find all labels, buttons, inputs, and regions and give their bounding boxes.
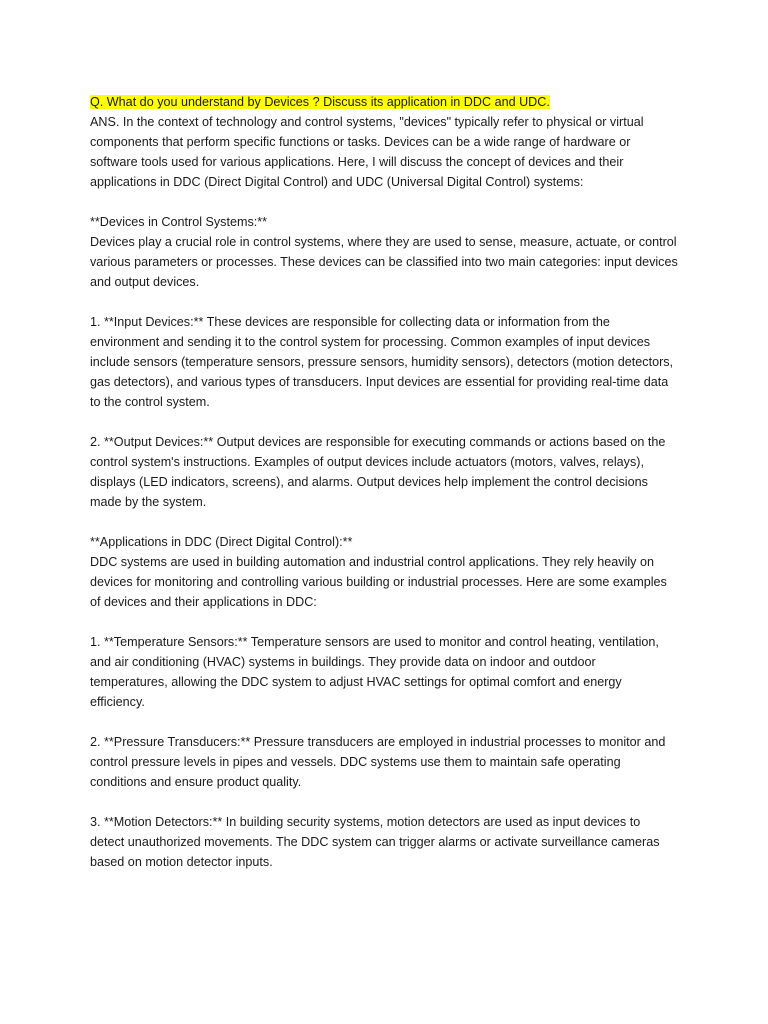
paragraph-spacer — [90, 292, 702, 312]
answer-intro-line: components that perform specific functions or tasks. Devices can be a wide range of hardware or — [90, 135, 631, 149]
ddc-item-pressure-line: control pressure levels in pipes and vessels. DDC systems use them to maintain safe operating — [90, 755, 621, 769]
ddc-item-pressure-line: 2. **Pressure Transducers:** Pressure transducers are employed in industrial processes to monitor and — [90, 735, 666, 749]
answer-intro-line: applications in DDC (Direct Digital Control) and UDC (Universal Digital Control) systems: — [90, 175, 584, 189]
input-devices-line: gas detectors), and various types of transducers. Input devices are essential for providing real-time data — [90, 375, 669, 389]
ddc-item-temperature-line: 1. **Temperature Sensors:** Temperature sensors are used to monitor and control heating, ventilation, — [90, 635, 659, 649]
paragraph-spacer — [90, 612, 702, 632]
input-devices-line: environment and sending it to the control system for processing. Common examples of input devices — [90, 335, 651, 349]
ddc-item-pressure-line: conditions and ensure product quality. — [90, 775, 302, 789]
output-devices-line: made by the system. — [90, 495, 207, 509]
paragraph-spacer — [90, 792, 702, 812]
document-body — [90, 92, 702, 872]
ddc-item-motion-line: 3. **Motion Detectors:** In building security systems, motion detectors are used as input devices to — [90, 815, 641, 829]
output-devices-line: control system's instructions. Examples of output devices include actuators (motors, valves, relays), — [90, 455, 644, 469]
paragraph-spacer — [90, 712, 702, 732]
devices-section-line: and output devices. — [90, 275, 200, 289]
devices-section-line: various parameters or processes. These devices can be classified into two main categories: input devices — [90, 255, 678, 269]
paragraph-spacer — [90, 192, 702, 212]
ddc-item-motion-line: detect unauthorized movements. The DDC system can trigger alarms or activate surveillance cameras — [90, 835, 660, 849]
ddc-section-heading: **Applications in DDC (Direct Digital Control):** — [90, 535, 353, 549]
answer-intro-line: software tools used for various applications. Here, I will discuss the concept of devices and their — [90, 155, 624, 169]
question-highlight: Q. What do you understand by Devices ? Discuss its application in DDC and UDC. — [90, 95, 550, 109]
devices-section-line: Devices play a crucial role in control systems, where they are used to sense, measure, actuate, or control — [90, 235, 677, 249]
paragraph-spacer — [90, 512, 702, 532]
ddc-section-line: devices for monitoring and controlling various building or industrial processes. Here are some examples — [90, 575, 667, 589]
input-devices-line: include sensors (temperature sensors, pressure sensors, humidity sensors), detectors (motion detectors, — [90, 355, 674, 369]
ddc-section-line: of devices and their applications in DDC: — [90, 595, 317, 609]
ddc-item-temperature-line: and air conditioning (HVAC) systems in buildings. They provide data on indoor and outdoor — [90, 655, 596, 669]
ddc-item-temperature-line: temperatures, allowing the DDC system to adjust HVAC settings for optimal comfort and energy — [90, 675, 622, 689]
question-line — [90, 92, 702, 112]
ddc-item-temperature-line: efficiency. — [90, 695, 145, 709]
input-devices-line: 1. **Input Devices:** These devices are responsible for collecting data or information from the — [90, 315, 610, 329]
devices-section-heading: **Devices in Control Systems:** — [90, 215, 268, 229]
output-devices-line: 2. **Output Devices:** Output devices are responsible for executing commands or actions based on the — [90, 435, 666, 449]
paragraph-spacer — [90, 412, 702, 432]
ddc-item-motion-line: based on motion detector inputs. — [90, 855, 273, 869]
answer-intro-line: ANS. In the context of technology and control systems, "devices" typically refer to physical or virtual — [90, 115, 644, 129]
output-devices-line: displays (LED indicators, screens), and alarms. Output devices help implement the control decisions — [90, 475, 648, 489]
input-devices-line: to the control system. — [90, 395, 210, 409]
ddc-section-line: DDC systems are used in building automation and industrial control applications. They rely heavily on — [90, 555, 654, 569]
